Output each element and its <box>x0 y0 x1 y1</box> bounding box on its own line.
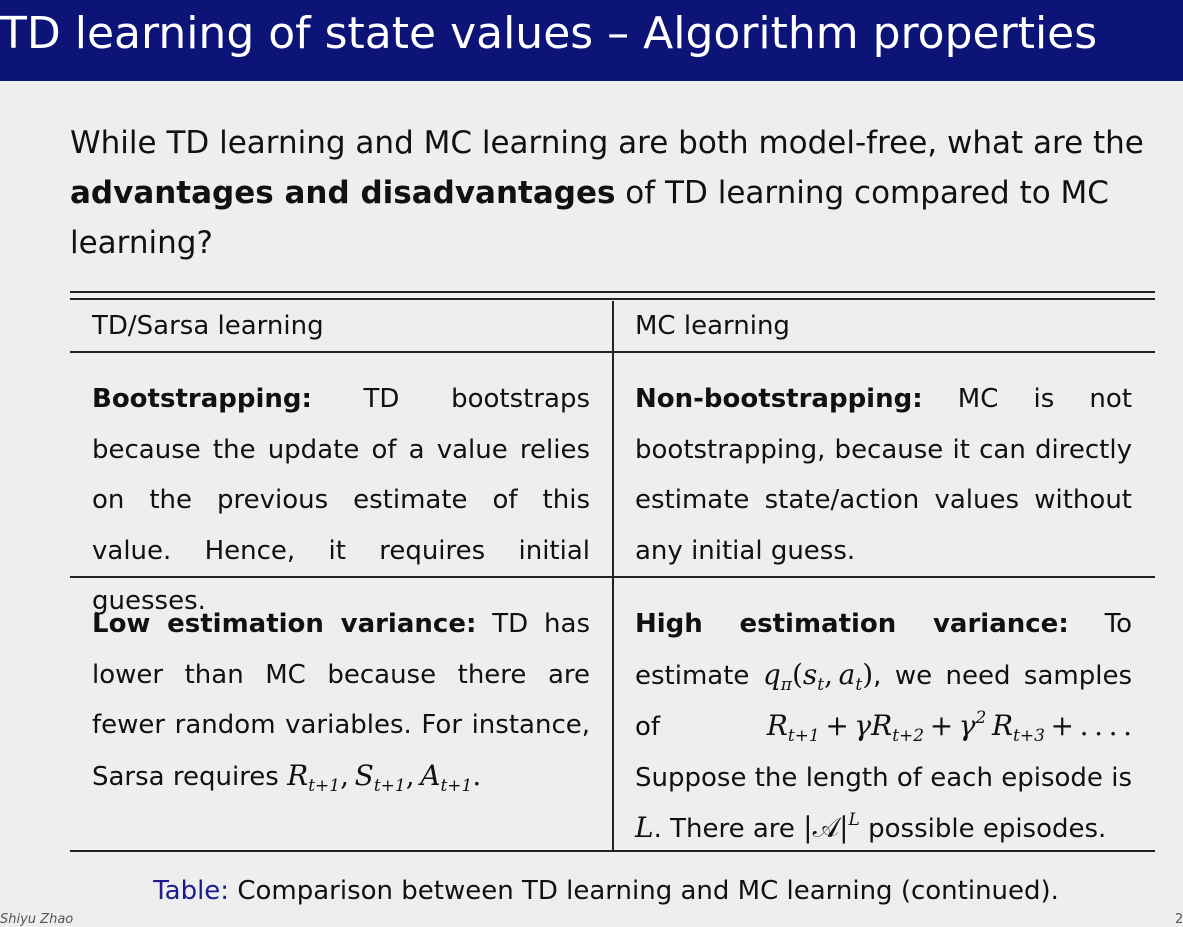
math-return-sum: $R_{t+1} + \gamma R_{t+2} + \gamma^2$ $R_{t+3}$ + . . . . <box>766 708 1132 746</box>
math-episode-length: L <box>635 811 654 844</box>
caption-label: Table: <box>153 876 230 906</box>
intro-text-2: of TD learning compared to MC learning? <box>70 175 1109 261</box>
math-episode-count: $|𝒜|^L$ <box>803 810 860 844</box>
cell-heading: High estimation variance: <box>635 609 1069 639</box>
cell-text: possible episodes. <box>868 814 1107 844</box>
intro-paragraph <box>70 118 1150 268</box>
table-caption <box>0 876 1183 906</box>
footer-page-number: 2 <box>1175 912 1183 927</box>
cell-heading: Low estimation variance: <box>92 609 477 639</box>
table-header-td: TD/Sarsa learning <box>92 311 324 341</box>
cell-text: MC is not bootstrapping, because it can directly estimate state/action values without any initial guess. <box>635 384 1133 566</box>
table-column-divider <box>612 301 614 851</box>
caption-text: Comparison between TD learning and MC learning (continued). <box>237 876 1059 906</box>
cell-text: , we need samples of <box>635 660 1132 742</box>
table-top-rule-2 <box>70 298 1155 300</box>
cell-heading: Non-bootstrapping: <box>635 384 923 414</box>
intro-bold-text: advantages and disadvantages <box>70 175 616 211</box>
footer-author: Shiyu Zhao <box>0 912 74 927</box>
cell-text: . There are <box>653 814 795 844</box>
table-cell-td-bootstrapping <box>92 374 590 627</box>
intro-text-1: While TD learning and MC learning are both model-free, what are the <box>70 125 1144 161</box>
table-cell-mc-non-bootstrapping <box>635 374 1132 576</box>
table-cell-mc-high-variance <box>635 599 1132 855</box>
cell-text: TD bootstraps because the update of a value relies on the previous estimate of this value. Hence, it requires initial guesses. <box>92 384 591 616</box>
math-q-value: $q_\pi(s_t$, $a_t$) <box>762 657 874 695</box>
table-cell-td-low-variance <box>92 599 590 802</box>
math-sarsa-variables: $R_{t+1}$, $S_{t+1}$, $A_{t+1}$. <box>287 758 482 796</box>
title-bar <box>0 0 1183 81</box>
cell-text: To estimate <box>635 609 1133 691</box>
slide-title: TD learning of state values – Algorithm properties <box>0 8 1098 59</box>
table-header-mc: MC learning <box>635 311 790 341</box>
cell-text: Suppose the length of each episode is <box>635 762 1132 793</box>
table-top-rule-1 <box>70 291 1155 293</box>
cell-text: TD has lower than MC because there are fewer random variables. For instance, Sarsa requires <box>92 609 591 792</box>
cell-heading: Bootstrapping: <box>92 384 312 414</box>
